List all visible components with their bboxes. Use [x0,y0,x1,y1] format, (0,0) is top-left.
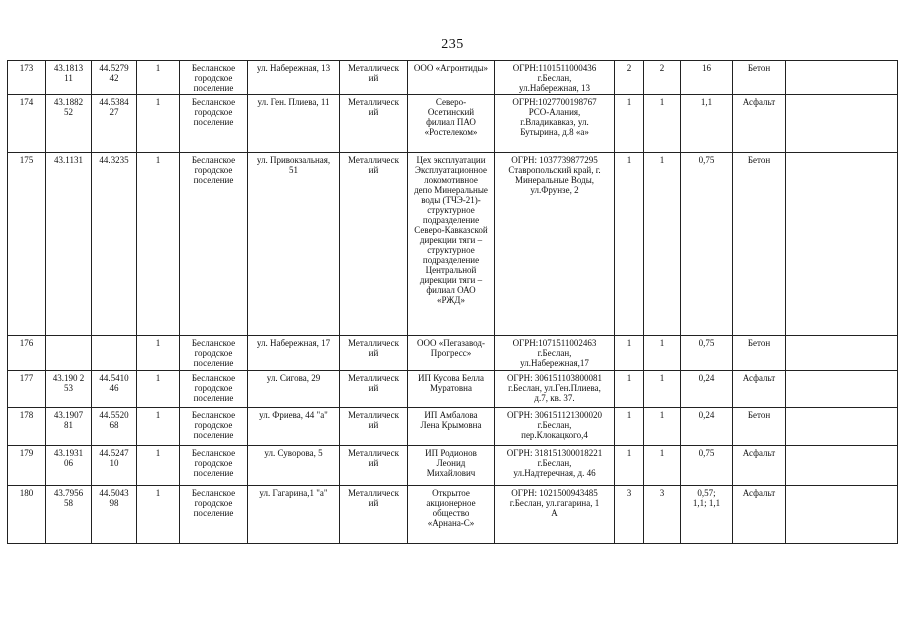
cell-longitude [92,336,137,371]
cell-settlement: Бесланское городское поселение [180,153,248,336]
cell-volume: 0,75 [681,446,733,486]
cell-site-count: 1 [137,446,180,486]
cell-material: Металлическ ий [340,61,408,95]
cell-volume: 0,75 [681,153,733,336]
cell-settlement: Бесланское городское поселение [180,336,248,371]
cell-container-count: 3 [615,486,644,544]
table-row [8,371,898,408]
cell-latitude: 43.7956 58 [46,486,92,544]
cell-surface: Асфальт [733,446,786,486]
cell-container-planned: 1 [644,408,681,446]
cell-volume: 1,1 [681,95,733,153]
cell-latitude: 43.1813 11 [46,61,92,95]
cell-site-count: 1 [137,61,180,95]
cell-row-number: 175 [8,153,46,336]
cell-surface: Асфальт [733,486,786,544]
cell-surface: Бетон [733,153,786,336]
cell-address: ул. Фриева, 44 "а" [248,408,340,446]
cell-row-number: 179 [8,446,46,486]
cell-row-number: 173 [8,61,46,95]
cell-material: Металлическ ий [340,408,408,446]
cell-material: Металлическ ий [340,486,408,544]
cell-site-count: 1 [137,336,180,371]
cell-latitude: 43.1131 [46,153,92,336]
cell-row-number: 180 [8,486,46,544]
table-row [8,486,898,544]
cell-row-number: 178 [8,408,46,446]
cell-latitude: 43.1882 52 [46,95,92,153]
cell-address: ул. Ген. Плиева, 11 [248,95,340,153]
cell-owner: ИП Кусова Белла Муратовна [408,371,495,408]
cell-ogrn: ОГРН:1101511000436 г.Беслан, ул.Набережная, 13 [495,61,615,95]
cell-surface: Бетон [733,61,786,95]
cell-longitude: 44.5520 68 [92,408,137,446]
cell-surface: Бетон [733,336,786,371]
cell-settlement: Бесланское городское поселение [180,446,248,486]
cell-longitude: 44.5247 10 [92,446,137,486]
cell-site-count: 1 [137,153,180,336]
cell-ogrn: ОГРН: 306151103800081 г.Беслан, ул.Ген.Плиева, д.7, кв. 37. [495,371,615,408]
cell-address: ул. Привокзальная, 51 [248,153,340,336]
cell-container-planned: 2 [644,61,681,95]
table-row [8,408,898,446]
cell-extra [786,61,898,95]
cell-latitude: 43.190 2 53 [46,371,92,408]
cell-owner: ООО «Пегазавод- Прогресс» [408,336,495,371]
cell-owner: Открытое акционерное общество «Арнана-С» [408,486,495,544]
table-row [8,446,898,486]
cell-container-count: 1 [615,95,644,153]
page-number: 235 [441,37,464,52]
cell-surface: Асфальт [733,371,786,408]
cell-container-count: 1 [615,153,644,336]
cell-settlement: Бесланское городское поселение [180,61,248,95]
cell-settlement: Бесланское городское поселение [180,408,248,446]
cell-address: ул. Набережная, 13 [248,61,340,95]
cell-container-planned: 1 [644,153,681,336]
cell-address: ул. Сигова, 29 [248,371,340,408]
cell-longitude: 44.5043 98 [92,486,137,544]
cell-site-count: 1 [137,371,180,408]
cell-site-count: 1 [137,95,180,153]
cell-ogrn: ОГРН:1071511002463 г.Беслан, ул.Набережная,17 [495,336,615,371]
cell-container-count: 2 [615,61,644,95]
cell-longitude: 44.5410 46 [92,371,137,408]
cell-extra [786,446,898,486]
cell-volume: 16 [681,61,733,95]
cell-ogrn: ОГРН:1027700198767 РСО-Алания, г.Владикавказ, ул. Бутырина, д.8 «а» [495,95,615,153]
cell-site-count: 1 [137,408,180,446]
cell-material: Металлическ ий [340,153,408,336]
cell-latitude: 43.1931 06 [46,446,92,486]
cell-row-number: 174 [8,95,46,153]
cell-volume: 0,24 [681,408,733,446]
cell-surface: Бетон [733,408,786,446]
cell-row-number: 177 [8,371,46,408]
cell-volume: 0,24 [681,371,733,408]
cell-extra [786,486,898,544]
cell-container-planned: 1 [644,336,681,371]
cell-owner: ИП Родионов Леонид Михайлович [408,446,495,486]
cell-extra [786,153,898,336]
registry-table [7,60,898,544]
cell-volume: 0,75 [681,336,733,371]
cell-owner: Северо- Осетинский филиал ПАО «Ростелеком» [408,95,495,153]
cell-settlement: Бесланское городское поселение [180,486,248,544]
cell-extra [786,408,898,446]
cell-material: Металлическ ий [340,371,408,408]
cell-site-count: 1 [137,486,180,544]
cell-ogrn: ОГРН: 1021500943485 г.Беслан, ул.гагарина, 1 А [495,486,615,544]
cell-container-planned: 3 [644,486,681,544]
cell-surface: Асфальт [733,95,786,153]
cell-owner: ООО «Агронтиды» [408,61,495,95]
cell-extra [786,95,898,153]
cell-longitude: 44.3235 [92,153,137,336]
cell-material: Металлическ ий [340,446,408,486]
cell-container-count: 1 [615,446,644,486]
table-row [8,336,898,371]
cell-container-count: 1 [615,371,644,408]
cell-latitude [46,336,92,371]
cell-ogrn: ОГРН: 306151121300020 г.Беслан, пер.Клокацкого,4 [495,408,615,446]
cell-latitude: 43.1907 81 [46,408,92,446]
cell-container-count: 1 [615,408,644,446]
table-row [8,61,898,95]
cell-container-planned: 1 [644,371,681,408]
cell-row-number: 176 [8,336,46,371]
cell-extra [786,371,898,408]
table-row [8,153,898,336]
cell-container-planned: 1 [644,446,681,486]
cell-longitude: 44.5279 42 [92,61,137,95]
cell-address: ул. Суворова, 5 [248,446,340,486]
cell-settlement: Бесланское городское поселение [180,95,248,153]
cell-longitude: 44.5384 27 [92,95,137,153]
cell-owner: Цех эксплуатации Эксплуатационное локомотивное депо Минеральные воды (ТЧЭ-21)- структурное подразделение Северо-Кавказской дирекции тяги – структурное подразделение Центральной дирекции тяги – филиал ОАО «РЖД» [408,153,495,336]
cell-material: Металлическ ий [340,336,408,371]
cell-container-count: 1 [615,336,644,371]
cell-volume: 0,57; 1,1; 1,1 [681,486,733,544]
cell-ogrn: ОГРН: 318151300018221 г.Беслан, ул.Надтеречная, д. 46 [495,446,615,486]
cell-container-planned: 1 [644,95,681,153]
cell-ogrn: ОГРН: 1037739877295 Ставропольский край, г. Минеральные Воды, ул.Фрунзе, 2 [495,153,615,336]
cell-owner: ИП Амбалова Лена Крымовна [408,408,495,446]
cell-material: Металлическ ий [340,95,408,153]
cell-address: ул. Гагарина,1 "а" [248,486,340,544]
registry-rows [8,61,898,544]
cell-extra [786,336,898,371]
cell-settlement: Бесланское городское поселение [180,371,248,408]
table-row [8,95,898,153]
cell-address: ул. Набережная, 17 [248,336,340,371]
